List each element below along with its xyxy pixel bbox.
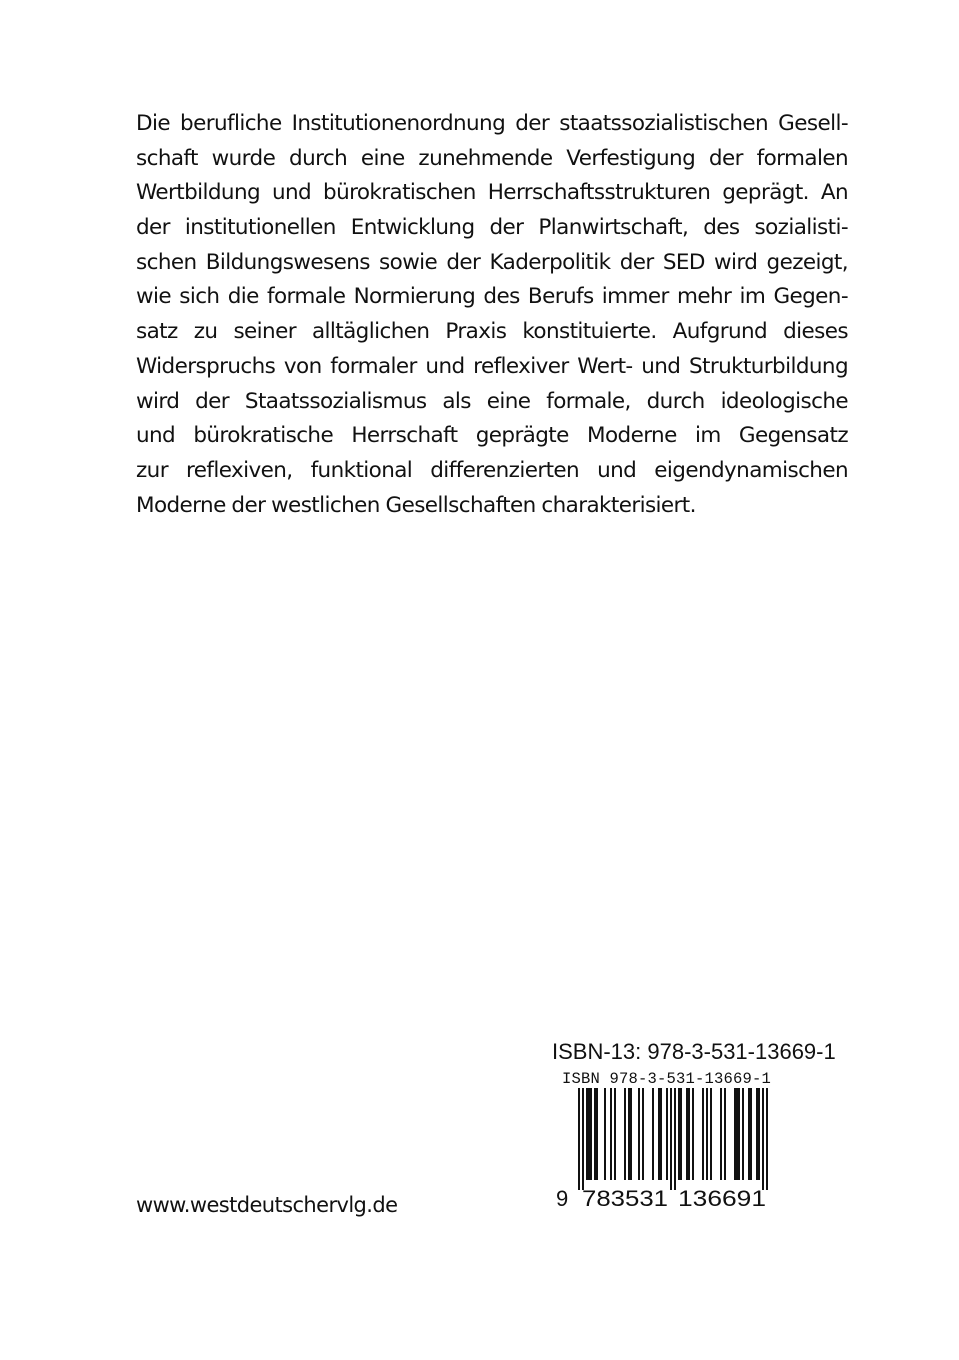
- barcode-bar: [594, 1088, 596, 1180]
- barcode-bar: [736, 1088, 738, 1180]
- blurb-line: Wertbildung und bürokratischen Herrschaftsstrukturen geprägt. An: [136, 180, 848, 206]
- blurb-line: zur reflexiven, funktional differenzierten und eigendynamischen: [136, 457, 848, 483]
- barcode-bar: [660, 1088, 662, 1180]
- barcode-bar: [756, 1088, 758, 1180]
- barcode-bar: [738, 1088, 740, 1180]
- barcode-bar: [670, 1088, 672, 1190]
- barcode-bars-icon: [556, 1086, 788, 1208]
- barcode-bar: [582, 1088, 584, 1190]
- barcode-bar: [692, 1088, 694, 1180]
- barcode-bar: [588, 1088, 590, 1180]
- barcode-bar: [758, 1088, 760, 1180]
- isbn13-label: ISBN-13: 978-3-531-13669-1: [552, 1039, 836, 1064]
- barcode-bar: [680, 1088, 682, 1180]
- blurb-line: schen Bildungswesens sowie der Kaderpolitik der SED wird gezeigt,: [136, 249, 848, 275]
- barcode-bar: [734, 1088, 736, 1180]
- blurb-line: wird der Staatssozialismus als eine formale, durch ideologische: [136, 388, 848, 414]
- blurb-line: satz zu seiner alltäglichen Praxis konstituierte. Aufgrund dieses: [136, 319, 848, 345]
- barcode-bar: [652, 1088, 654, 1180]
- blurb-line: und bürokratische Herrschaft geprägte Moderne im Gegensatz: [136, 423, 848, 449]
- barcode-bar: [710, 1088, 712, 1180]
- barcode-bar: [614, 1088, 616, 1180]
- barcode-bar: [604, 1088, 606, 1180]
- blurb-line: der institutionellen Entwicklung der Planwirtschaft, des sozialisti-: [136, 215, 848, 241]
- barcode-top-text: ISBN 978-3-531-13669-1: [562, 1070, 772, 1088]
- publisher-website: www.westdeutschervlg.de: [136, 1193, 398, 1217]
- barcode-bar: [724, 1088, 726, 1180]
- barcode-bar: [674, 1088, 676, 1190]
- barcode-bar: [610, 1088, 612, 1180]
- barcode-bar: [742, 1088, 744, 1180]
- barcode-bar: [624, 1088, 626, 1180]
- barcode-bar: [702, 1088, 704, 1180]
- barcode-left-digits: 783531: [582, 1186, 668, 1208]
- barcode-bar: [658, 1088, 660, 1180]
- barcode-bar: [586, 1088, 588, 1180]
- barcode-bar: [686, 1088, 688, 1180]
- barcode-bar: [720, 1088, 722, 1180]
- barcode-bar: [642, 1088, 644, 1180]
- barcode-bar: [596, 1088, 598, 1180]
- barcode-bar: [590, 1088, 592, 1180]
- barcode-right-digits: 136691: [678, 1186, 766, 1208]
- barcode-bar: [630, 1088, 632, 1180]
- back-cover-blurb: [136, 107, 848, 523]
- barcode-bar: [748, 1088, 750, 1180]
- blurb-line: Widerspruchs von formaler und reflexiver Wert- und Strukturbildung: [136, 353, 848, 379]
- isbn-barcode: [556, 1070, 788, 1208]
- blurb-line: schaft wurde durch eine zunehmende Verfestigung der formalen: [136, 145, 848, 171]
- barcode-bar: [688, 1088, 690, 1180]
- barcode-bar: [578, 1088, 580, 1190]
- barcode-bar: [706, 1088, 708, 1180]
- barcode-bar: [766, 1088, 768, 1190]
- barcode-bar: [628, 1088, 630, 1180]
- barcode-bar: [750, 1088, 752, 1180]
- barcode-bar: [638, 1088, 640, 1180]
- blurb-line: wie sich die formale Normierung des Berufs immer mehr im Gegen-: [136, 284, 848, 310]
- barcode-bar: [666, 1088, 668, 1180]
- blurb-line: Moderne der westlichen Gesellschaften charakterisiert.: [136, 492, 696, 518]
- barcode-first-digit: 9: [556, 1186, 569, 1208]
- barcode-bar: [678, 1088, 680, 1180]
- blurb-line: Die berufliche Institutionenordnung der staatssozialistischen Gesell-: [136, 111, 848, 136]
- barcode-bar: [762, 1088, 764, 1190]
